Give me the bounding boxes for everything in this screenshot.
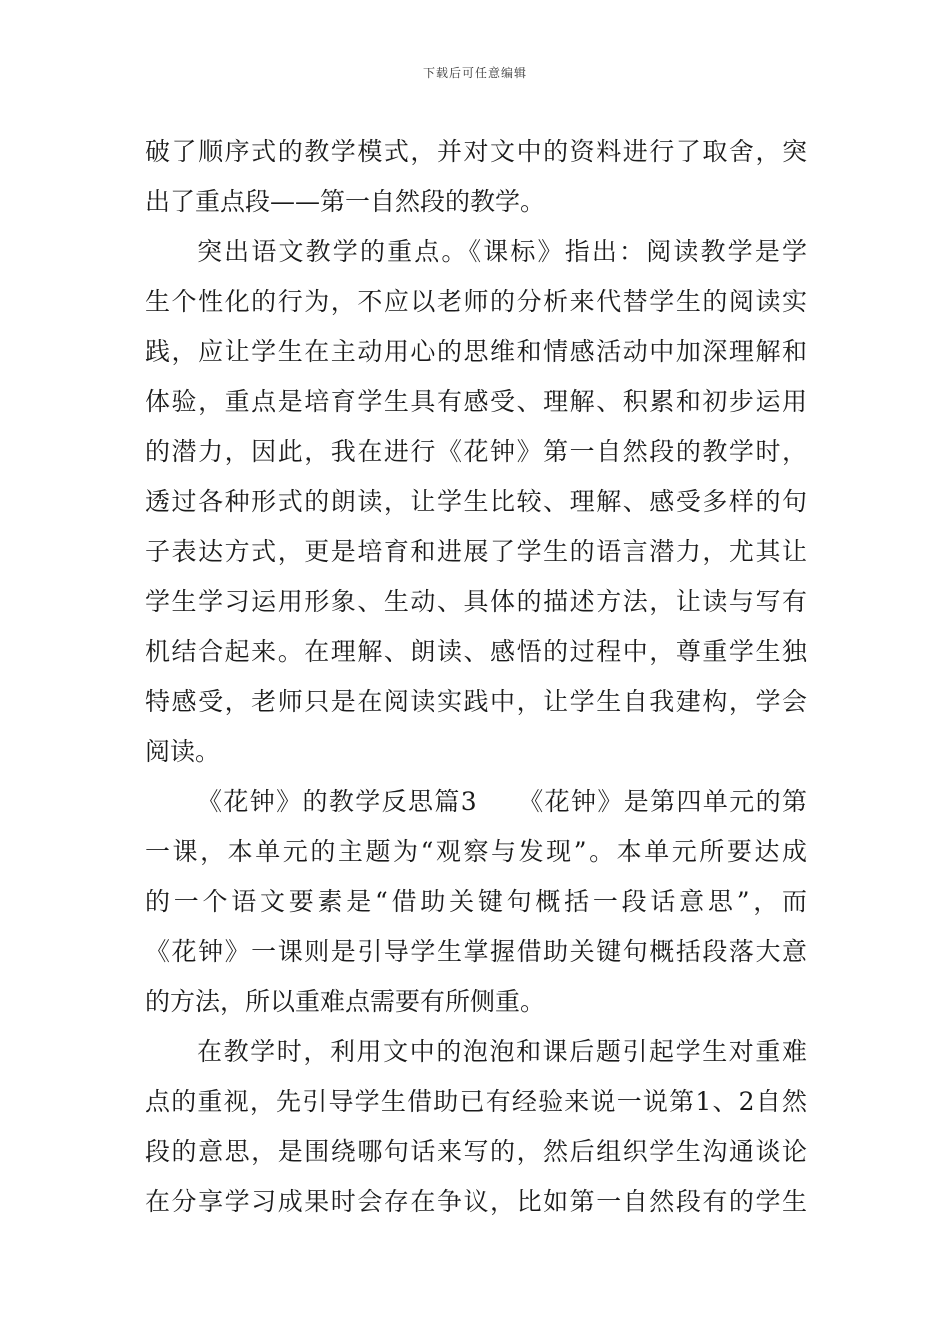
page-header: 下载后可任意编辑 <box>422 66 527 80</box>
text-line: 践，应让学生在主动用心的思维和情感活动中加深理解和 <box>145 337 807 366</box>
text-line: 透过各种形式的朗读，让学生比较、理解、感受多样的句 <box>145 487 807 516</box>
text-line: 阅读。 <box>145 737 221 766</box>
text-line: 生个性化的行为，不应以老师的分析来代替学生的阅读实 <box>145 287 807 316</box>
text-line: 《花钟》的教学反思篇3 《花钟》是第四单元的第 <box>197 787 807 816</box>
text-line: 一课，本单元的主题为“观察与发现”。本单元所要达成 <box>145 837 807 866</box>
text-line: 体验，重点是培育学生具有感受、理解、积累和初步运用 <box>145 387 807 416</box>
text-line: 的一个语文要素是“借助关键句概括一段话意思”，而 <box>145 887 807 916</box>
text-line: 机结合起来。在理解、朗读、感悟的过程中，尊重学生独 <box>145 637 807 666</box>
text-line: 的方法，所以重难点需要有所侧重。 <box>145 987 546 1016</box>
text-line: 出了重点段——第一自然段的教学。 <box>145 187 546 216</box>
text-line: 学生学习运用形象、生动、具体的描述方法，让读与写有 <box>145 587 807 616</box>
document-body <box>145 127 807 1227</box>
text-line: 《花钟》一课则是引导学生掌握借助关键句概括段落大意 <box>145 937 807 966</box>
text-line: 破了顺序式的教学模式，并对文中的资料进行了取舍，突 <box>145 137 807 166</box>
text-line: 突出语文教学的重点。《课标》指出：阅读教学是学 <box>197 237 807 266</box>
text-line: 点的重视，先引导学生借助已有经验来说一说第1、2自然 <box>145 1087 807 1116</box>
text-line: 子表达方式，更是培育和进展了学生的语言潜力，尤其让 <box>145 537 807 566</box>
text-line: 在教学时，利用文中的泡泡和课后题引起学生对重难 <box>197 1037 807 1066</box>
text-line: 段的意思，是围绕哪句话来写的，然后组织学生沟通谈论 <box>145 1137 807 1166</box>
text-line: 特感受，老师只是在阅读实践中，让学生自我建构，学会 <box>145 687 807 716</box>
text-line: 的潜力，因此，我在进行《花钟》第一自然段的教学时， <box>145 437 807 466</box>
text-line: 在分享学习成果时会存在争议，比如第一自然段有的学生 <box>145 1187 807 1216</box>
